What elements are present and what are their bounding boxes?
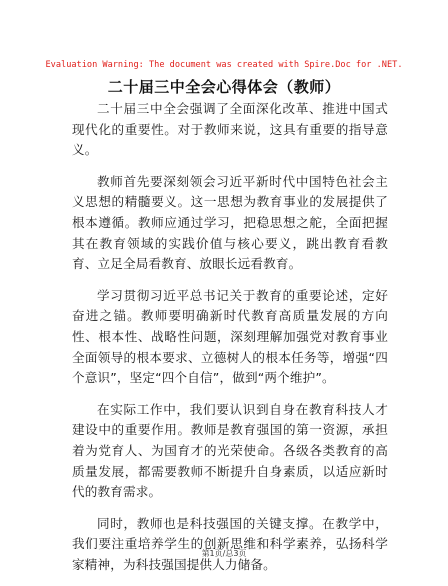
document-body [72,99,388,586]
paragraph: 同时，教师也是科技强国的关键支撑。在教学中，我们要注重培养学生的创新思维和科学素养，弘扬科学家精神，为科技强国提供人力储备。 [72,515,388,572]
evaluation-warning: Evaluation Warning: The document was created with Spire.Doc for .NET. [45,60,403,70]
document-title: 二十届三中全会心得体会（教师） [107,78,341,96]
paragraph: 学习贯彻习近平总书记关于教育的重要论述，定好奋进之锚。教师要明确新时代教育高质量发展的方向性、根本性、战略性问题，深刻理解加强党对教育事业全面领导的根本要求、立德树人的根本任务等，增强“四个意识”，坚定“四个自信”，做到“两个维护”。 [72,287,388,386]
paragraph: 二十届三中全会强调了全面深化改革、推进中国式现代化的重要性。对于教师来说，这具有重要的指导意义。 [72,101,388,158]
page-footer: 第1页/总3页 [201,549,247,558]
paragraph: 教师首先要深刻领会习近平新时代中国特色社会主义思想的精髓要义。这一思想为教育事业的发展提供了根本遵循。教师应通过学习，把稳思想之舵，全面把握其在教育领域的实践价值与核心要义，跳出教育看教育、立足全局看教育、放眼长远看教育。 [72,173,388,272]
paragraph: 在实际工作中，我们要认识到自身在教育科技人才建设中的重要作用。教师是教育强国的第一资源，承担着为党育人、为国育才的光荣使命。各级各类教育的高质量发展，都需要教师不断提升自身素质，以适应新时代的教育需求。 [72,401,388,500]
